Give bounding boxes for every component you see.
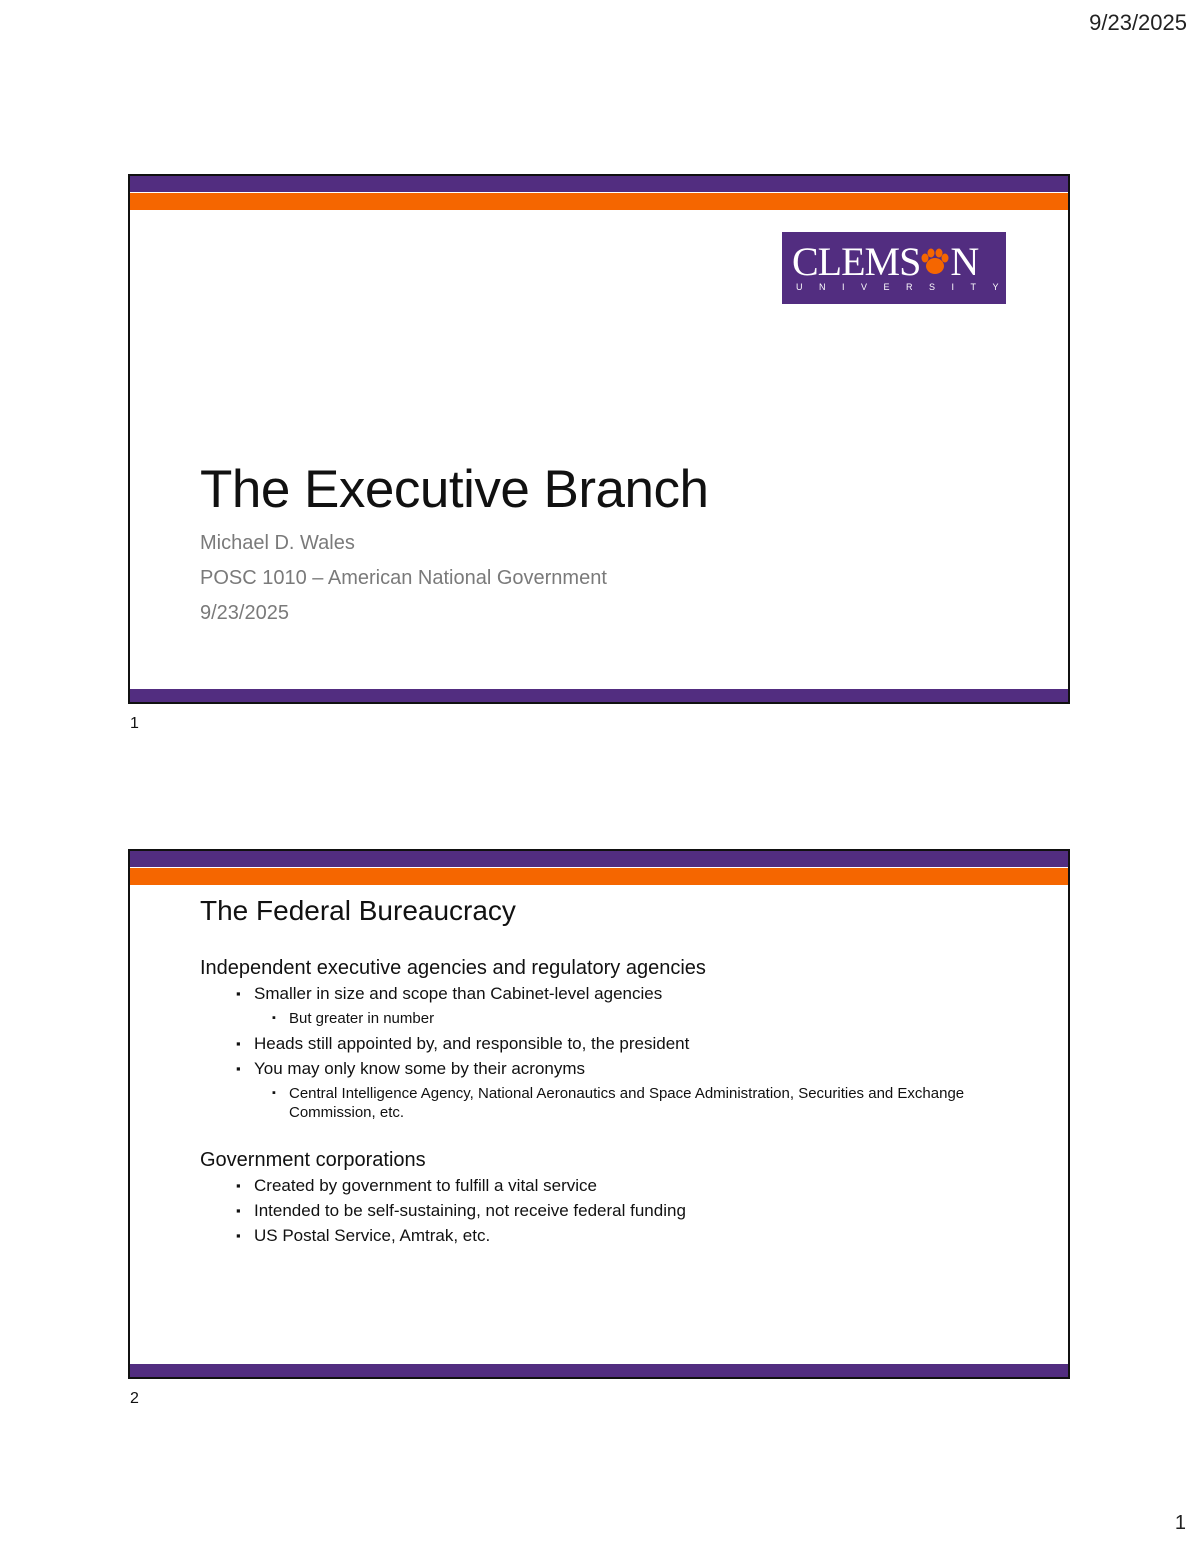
sub-list-item — [272, 1006, 1020, 1031]
list-item — [236, 981, 1020, 1031]
list-item-text: You may only know some by their acronyms — [254, 1059, 586, 1078]
sub-list-item — [272, 1081, 1020, 1125]
bottom-purple-band — [130, 1364, 1068, 1377]
square-bullet-icon: ▪ — [272, 1012, 276, 1024]
slide-number: 2 — [130, 1390, 139, 1407]
slide-2 — [128, 849, 1070, 1379]
square-bullet-icon: ▪ — [236, 1061, 241, 1076]
list-item-text: Intended to be self-sustaining, not receive federal funding — [254, 1201, 686, 1220]
sub-list-item-text: Central Intelligence Agency, National Aeronautics and Space Administration, Securities and Exchange Commission, etc. — [289, 1085, 965, 1121]
presentation-date: 9/23/2025 — [200, 602, 289, 624]
list-item-text: Heads still appointed by, and responsible to, the president — [254, 1034, 690, 1053]
bullet-list — [200, 1173, 1020, 1248]
slide-1 — [128, 174, 1070, 704]
orange-band — [130, 193, 1068, 210]
square-bullet-icon: ▪ — [236, 1203, 241, 1218]
sub-bullet-list — [254, 1081, 1020, 1125]
page-footer-number: 1 — [1174, 1512, 1186, 1534]
slide-number: 1 — [130, 715, 139, 732]
list-item-text: US Postal Service, Amtrak, etc. — [254, 1226, 491, 1245]
logo-subtext: UNIVERSITY — [796, 282, 1016, 292]
bullet-list — [200, 981, 1020, 1125]
square-bullet-icon: ▪ — [272, 1087, 276, 1099]
tiger-paw-icon — [920, 240, 950, 270]
list-item — [236, 1223, 1020, 1248]
logo-wordmark: CLEMS N — [792, 239, 979, 284]
course-name: POSC 1010 – American National Government — [200, 567, 607, 589]
clemson-logo — [782, 232, 1016, 304]
page-header-date: 9/23/2025 — [1089, 10, 1187, 35]
list-item-text: Created by government to fulfill a vital service — [254, 1176, 597, 1195]
sub-bullet-list — [254, 1006, 1020, 1031]
bottom-purple-band — [130, 689, 1068, 702]
presenter-name: Michael D. Wales — [200, 532, 355, 554]
orange-band — [130, 868, 1068, 885]
square-bullet-icon: ▪ — [236, 1178, 241, 1193]
list-item — [236, 1198, 1020, 1223]
list-item — [236, 1173, 1020, 1198]
slide-title: The Executive Branch — [200, 460, 709, 519]
slide-title: The Federal Bureaucracy — [200, 895, 516, 926]
top-purple-band — [130, 851, 1068, 867]
section-heading: Government corporations — [200, 1149, 426, 1171]
slide-body — [200, 955, 1020, 1248]
list-item-text: Smaller in size and scope than Cabinet-level agencies — [254, 984, 663, 1003]
sub-list-item-text: But greater in number — [289, 1010, 435, 1027]
square-bullet-icon: ▪ — [236, 986, 241, 1001]
top-purple-band — [130, 176, 1068, 192]
square-bullet-icon: ▪ — [236, 1036, 241, 1051]
section-heading: Independent executive agencies and regulatory agencies — [200, 957, 706, 979]
square-bullet-icon: ▪ — [236, 1228, 241, 1243]
list-item — [236, 1031, 1020, 1056]
list-item — [236, 1056, 1020, 1125]
